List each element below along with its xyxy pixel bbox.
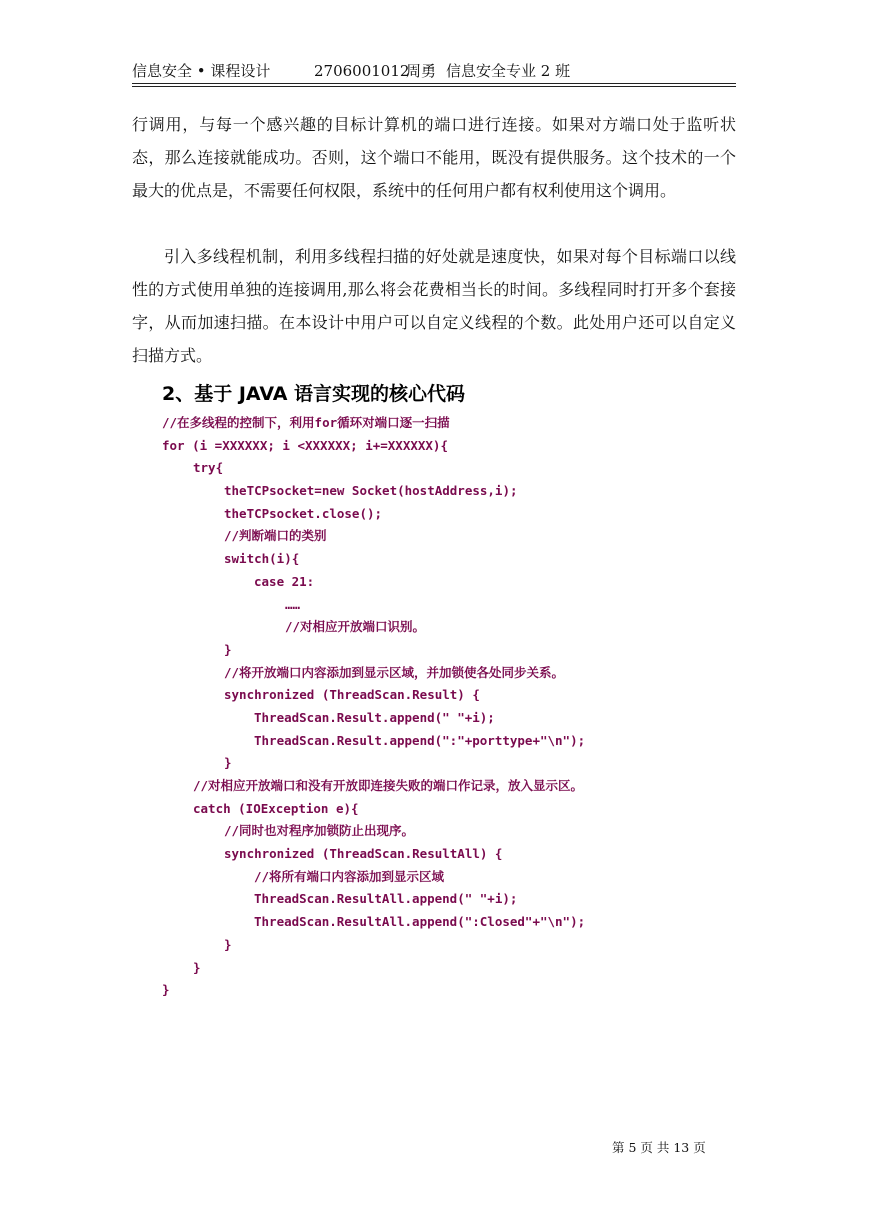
- header-rule-thin: [132, 86, 736, 87]
- code-line: //在多线程的控制下，利用for循环对端口逐一扫描: [162, 415, 450, 430]
- code-line: }: [224, 755, 232, 771]
- code-line: //将所有端口内容添加到显示区域: [254, 868, 445, 884]
- code-line: ThreadScan.ResultAll.append(" "+i);: [254, 891, 518, 907]
- paragraph-1: 行调用，与每一个感兴趣的目标计算机的端口进行连接。如果对方端口处于监听状态，那么连接就能成功。否则，这个端口不能用，既没有提供服务。这个技术的一个最大的优点是，不需要任何权限，系统中的任何用户都有权利使用这个调用。: [132, 115, 736, 200]
- code-line: theTCPsocket.close();: [224, 505, 383, 521]
- code-line: //将开放端口内容添加到显示区域，并加锁使各处同步关系。: [224, 664, 565, 680]
- code-line: ThreadScan.ResultAll.append(":Closed"+"\n");: [254, 914, 586, 930]
- code-line: }: [162, 982, 170, 998]
- page-header: [132, 60, 736, 82]
- code-line: try{: [193, 460, 224, 476]
- code-line: ……: [285, 596, 301, 612]
- code-line: }: [224, 641, 232, 657]
- code-block: [162, 412, 585, 1002]
- code-line: }: [224, 936, 232, 952]
- code-line: //判断端口的类别: [224, 528, 327, 544]
- header-rule: [132, 83, 736, 84]
- header-name: 周勇: [406, 62, 437, 80]
- code-line: synchronized (ThreadScan.ResultAll) {: [224, 846, 503, 862]
- code-line: ThreadScan.Result.append(" "+i);: [254, 709, 495, 725]
- code-line: catch (IOException e){: [193, 800, 359, 816]
- code-line: case 21:: [254, 573, 315, 589]
- section-heading: 2、基于 JAVA 语言实现的核心代码: [162, 383, 466, 405]
- code-line: //对相应开放端口识别。: [285, 619, 426, 635]
- code-line: for (i =XXXXXX; i <XXXXXX; i+=XXXXXX){: [162, 437, 448, 453]
- code-line: synchronized (ThreadScan.Result) {: [224, 687, 480, 703]
- paragraph-2: 引入多线程机制，利用多线程扫描的好处就是速度快，如果对每个目标端口以线性的方式使用单独的连接调用,那么将会花费相当长的时间。多线程同时打开多个套接字，从而加速扫描。在本设计中用户可以自定义线程的个数。此处用户还可以自定义扫描方式。: [132, 247, 736, 365]
- code-line: ThreadScan.Result.append(":"+porttype+"\n");: [254, 732, 586, 748]
- code-line: }: [193, 959, 201, 975]
- header-major-class: 信息安全专业 2 班: [446, 62, 571, 80]
- page-number-footer: 第 5 页 共 13 页: [612, 1140, 706, 1155]
- code-line: //同时也对程序加锁防止出现序。: [224, 823, 415, 839]
- code-line: //对相应开放端口和没有开放即连接失败的端口作记录，放入显示区。: [193, 778, 584, 793]
- code-line: switch(i){: [224, 551, 300, 567]
- header-student-id: 2706001012: [314, 62, 410, 80]
- code-line: theTCPsocket=new Socket(hostAddress,i);: [224, 483, 518, 499]
- header-course: 信息安全 • 课程设计: [132, 62, 271, 80]
